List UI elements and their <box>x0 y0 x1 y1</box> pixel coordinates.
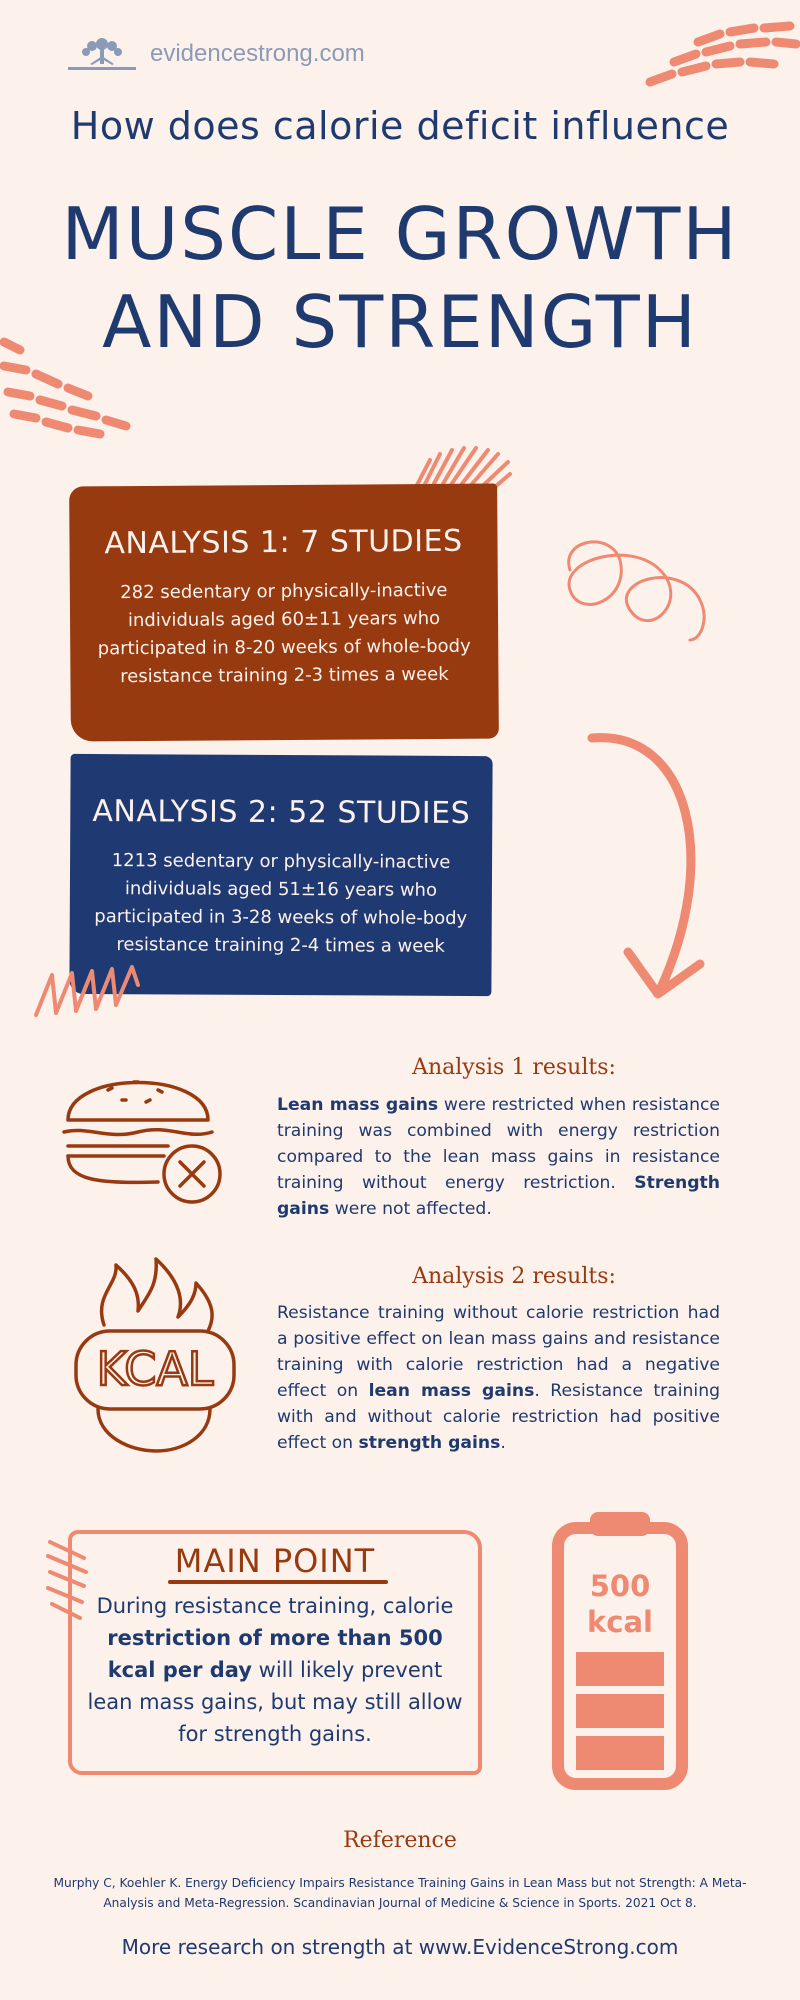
analysis-1-description: 282 sedentary or physically-inactive individuals aged 60±11 years who participated in 8-20 weeks of whole-body resistance training 2-3 times a week <box>97 579 471 688</box>
strength-gains-emphasis: strength gains <box>358 1433 501 1453</box>
kcal-label: KCAL <box>96 1342 214 1396</box>
battery-unit: kcal <box>587 1605 653 1639</box>
decorative-dashes-top-right <box>630 20 800 100</box>
results-1-text-part: were restricted when resistance training was combined with energy restriction compared to the lean mass gains in resistance training without energy restriction. <box>277 1095 720 1193</box>
site-name: evidencestrong.com <box>150 40 365 67</box>
analysis-1-card <box>69 484 499 742</box>
main-point-title: MAIN POINT <box>174 1542 376 1580</box>
analysis-2-results-text <box>277 1300 720 1456</box>
lean-mass-gains-emphasis: Lean mass gains <box>277 1095 439 1115</box>
curved-arrow-icon <box>570 720 720 1010</box>
reference-title: Reference <box>343 1828 457 1853</box>
strength-gains-emphasis: Strength gains <box>277 1173 720 1219</box>
analysis-1-results-text <box>277 1092 720 1222</box>
analysis-1-heading: ANALYSIS 1: 7 STUDIES <box>104 523 463 562</box>
main-point-text-part: will likely prevent lean mass gains, but may still allow for strength gains. <box>87 1658 463 1746</box>
battery-charge-bar <box>576 1694 664 1728</box>
main-point-text <box>82 1590 468 1750</box>
analysis-2-description: 1213 sedentary or physically-inactive individuals aged 51±16 years who participated in 3-28 weeks of whole-body resistance training 2-4 times a week <box>94 850 468 957</box>
battery-icon <box>550 1508 690 1790</box>
lean-mass-gains-emphasis: lean mass gains <box>368 1381 535 1401</box>
results-2-text-part: . Resistance training with and without calorie restriction had positive effect on <box>277 1381 721 1453</box>
kcal-fire-icon <box>68 1255 248 1460</box>
decorative-loops <box>550 520 720 660</box>
results-2-text-part: Resistance training without calorie restriction had a positive effect on lean mass gains and resistance training with calorie restriction had a negative effect on <box>277 1303 720 1401</box>
page-subtitle: How does calorie deficit influence <box>70 104 730 148</box>
main-point-underline <box>168 1580 388 1584</box>
battery-charge-bar <box>576 1736 664 1770</box>
results-2-text-part: . <box>500 1433 506 1453</box>
main-point-text-part: During resistance training, calorie <box>96 1594 454 1618</box>
reference-citation: Murphy C, Koehler K. Energy Deficiency Impairs Resistance Training Gains in Lean Mass but not Strength: A Meta-Analysis and Meta-Regression. Scandinavian Journal of Medicine & Science in Sports. 2021 Oct 8. <box>53 1876 747 1910</box>
decorative-scribble-card2 <box>30 955 150 1025</box>
page-title-line-1: MUSCLE GROWTH <box>61 192 739 276</box>
site-logo[interactable] <box>64 34 365 74</box>
analysis-2-results-heading: Analysis 2 results: <box>412 1264 616 1289</box>
analysis-1-results-heading: Analysis 1 results: <box>412 1055 616 1080</box>
tree-logo-icon <box>64 34 140 74</box>
battery-value: 500 <box>589 1569 651 1603</box>
results-1-text-part: were not affected. <box>329 1199 492 1219</box>
battery-charge-bar <box>576 1652 664 1686</box>
analysis-2-heading: ANALYSIS 2: 52 STUDIES <box>92 794 471 831</box>
page-title <box>0 190 800 366</box>
burger-no-icon <box>58 1060 238 1210</box>
page-title-line-2: AND STRENGTH <box>102 280 698 364</box>
footer-link[interactable]: More research on strength at www.EvidenceStrong.com <box>121 1935 679 1959</box>
main-point-emphasis: restriction of more than 500 kcal per day <box>107 1626 443 1682</box>
